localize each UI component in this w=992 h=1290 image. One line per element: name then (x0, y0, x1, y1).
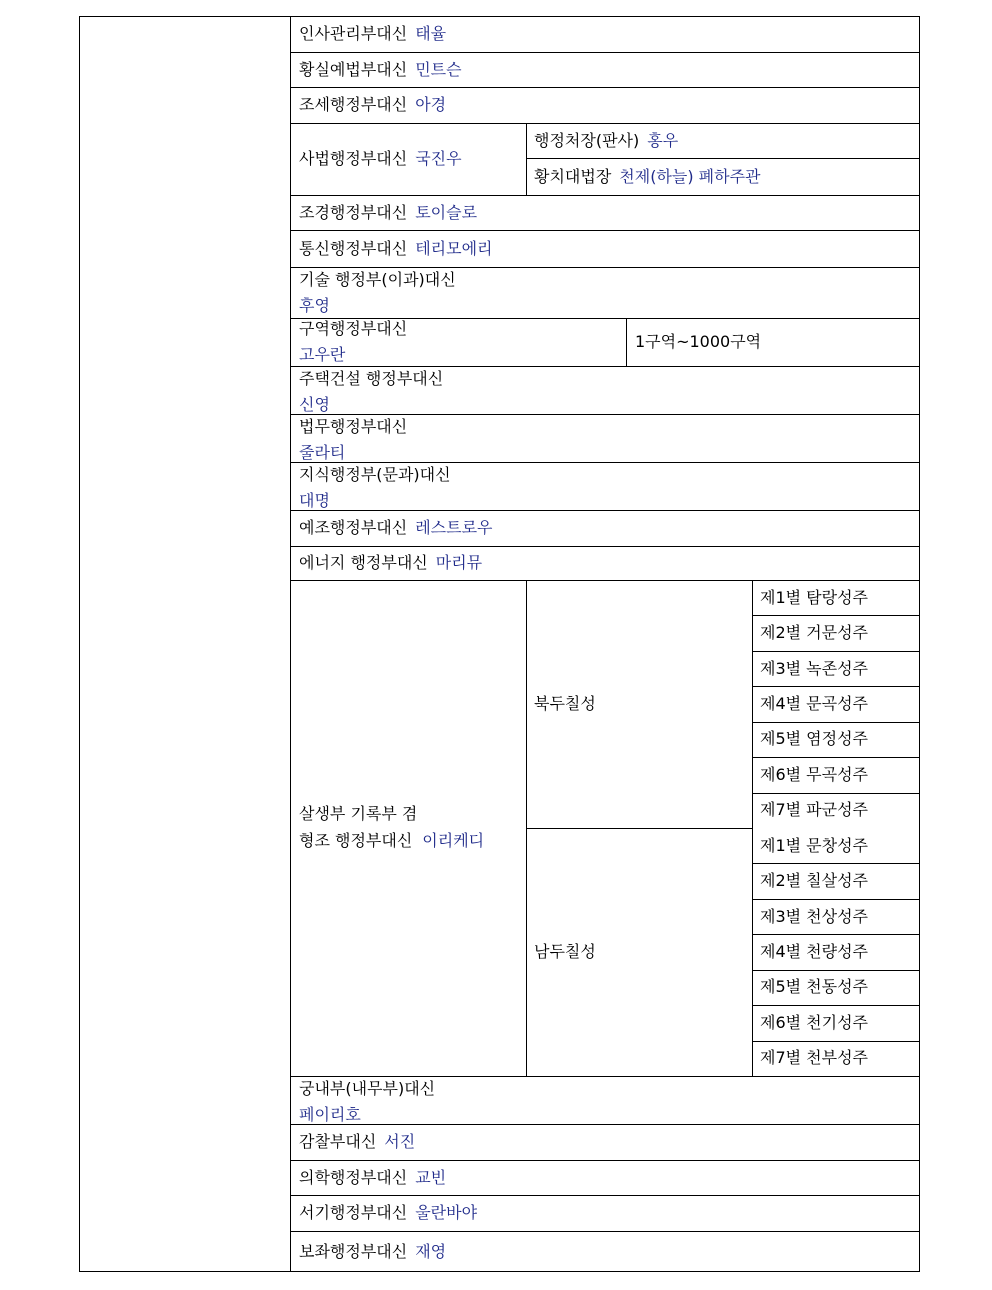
star-lord: 제4별 문곡성주 (760, 694, 869, 713)
star-lord: 제6별 무곡성주 (760, 765, 869, 784)
minister-name: 대명 (299, 491, 330, 510)
minister-title: 구역행정부대신 (299, 319, 408, 338)
minister-name: 토이슬로 (415, 203, 478, 222)
divider (291, 230, 919, 231)
minister-title: 형조 행정부대신 (299, 831, 413, 850)
star-lord: 제1별 문창성주 (760, 836, 869, 855)
constellation-title: 북두칠성 (534, 694, 596, 713)
star-lord: 제5별 염정성주 (760, 729, 869, 748)
star-lord: 제2별 칠살성주 (760, 871, 869, 890)
minister-name: 이리케디 (422, 831, 485, 850)
minister-title: 의학행정부대신 (299, 1168, 408, 1187)
divider (753, 970, 919, 971)
divider (626, 318, 627, 366)
minister-name: 재영 (415, 1242, 447, 1261)
star-lord: 제1별 탐랑성주 (760, 588, 869, 607)
divider (527, 158, 919, 159)
star-lord: 제5별 천동성주 (760, 977, 869, 996)
minister-title: 기술 행정부(이과)대신 (299, 270, 456, 289)
star-lord: 제7별 파군성주 (760, 800, 869, 819)
divider (291, 123, 919, 124)
divider (291, 1124, 919, 1125)
minister-name: 줄라티 (299, 443, 346, 462)
divider (291, 546, 919, 547)
minister-name: 서진 (384, 1132, 416, 1151)
divider (753, 934, 919, 935)
minister-title: 사법행정부대신 (299, 149, 408, 168)
minister-name: 아경 (415, 95, 447, 114)
minister-title: 조세행정부대신 (299, 95, 408, 114)
minister-title: 조경행정부대신 (299, 203, 408, 222)
minister-name: 태율 (415, 24, 447, 43)
star-lord: 제6별 천기성주 (760, 1013, 869, 1032)
divider (527, 828, 752, 829)
divider (291, 195, 919, 196)
minister-title: 살생부 기록부 겸 (299, 804, 418, 823)
divider (753, 651, 919, 652)
minister-title: 궁내부(내무부)대신 (299, 1079, 436, 1098)
minister-title: 보좌행정부대신 (299, 1242, 408, 1261)
divider (291, 1076, 919, 1077)
divider (753, 1041, 919, 1042)
minister-name: 신영 (299, 395, 330, 414)
minister-name: 홍우 (647, 131, 679, 150)
minister-name: 고우란 (299, 345, 346, 364)
star-lord: 제7별 천부성주 (760, 1048, 869, 1067)
minister-title: 황실예법부대신 (299, 60, 408, 79)
divider (526, 123, 527, 195)
minister-name: 후영 (299, 296, 330, 315)
divider (753, 863, 919, 864)
minister-title: 황치대법장 (534, 167, 612, 186)
divider (291, 414, 919, 415)
divider (753, 793, 919, 794)
minister-name: 마리뮤 (435, 553, 483, 572)
minister-name: 울란바야 (415, 1203, 478, 1222)
divider (753, 899, 919, 900)
star-lord: 제3별 녹존성주 (760, 659, 869, 678)
minister-name: 교빈 (415, 1168, 447, 1187)
minister-title: 인사관리부대신 (299, 24, 408, 43)
divider (291, 510, 919, 511)
minister-name: 천제(하늘) 폐하주관 (619, 167, 761, 186)
minister-name: 페이리호 (299, 1105, 361, 1124)
divider (291, 1231, 919, 1232)
left-empty-column (79, 16, 291, 1272)
divider (291, 1160, 919, 1161)
star-lord: 제3별 천상성주 (760, 907, 869, 926)
minister-name: 민트슨 (415, 60, 462, 79)
minister-name: 국진우 (415, 149, 462, 168)
district-range: 1구역~1000구역 (635, 332, 762, 351)
constellation-title: 남두칠성 (534, 942, 596, 961)
minister-title: 주택건설 행정부대신 (299, 369, 444, 388)
divider (753, 1005, 919, 1006)
star-lord: 제2별 거문성주 (760, 623, 869, 642)
minister-title: 법무행정부대신 (299, 417, 408, 436)
minister-title: 행정처장(판사) (534, 131, 640, 150)
divider (291, 52, 919, 53)
divider (753, 757, 919, 758)
minister-title: 서기행정부대신 (299, 1203, 408, 1222)
divider (291, 1195, 919, 1196)
minister-title: 지식행정부(문과)대신 (299, 465, 451, 484)
minister-title: 에너지 행정부대신 (299, 553, 428, 572)
minister-title: 예조행정부대신 (299, 518, 408, 537)
divider (753, 722, 919, 723)
divider (753, 686, 919, 687)
divider (291, 366, 919, 367)
divider (752, 580, 753, 1076)
divider (291, 580, 919, 581)
divider (291, 87, 919, 88)
minister-name: 레스트로우 (415, 518, 493, 537)
divider (291, 462, 919, 463)
divider (753, 615, 919, 616)
minister-name: 테리모에리 (415, 239, 493, 258)
divider (291, 267, 919, 268)
star-lord: 제4별 천량성주 (760, 942, 869, 961)
minister-title: 감찰부대신 (299, 1132, 377, 1151)
minister-title: 통신행정부대신 (299, 239, 408, 258)
